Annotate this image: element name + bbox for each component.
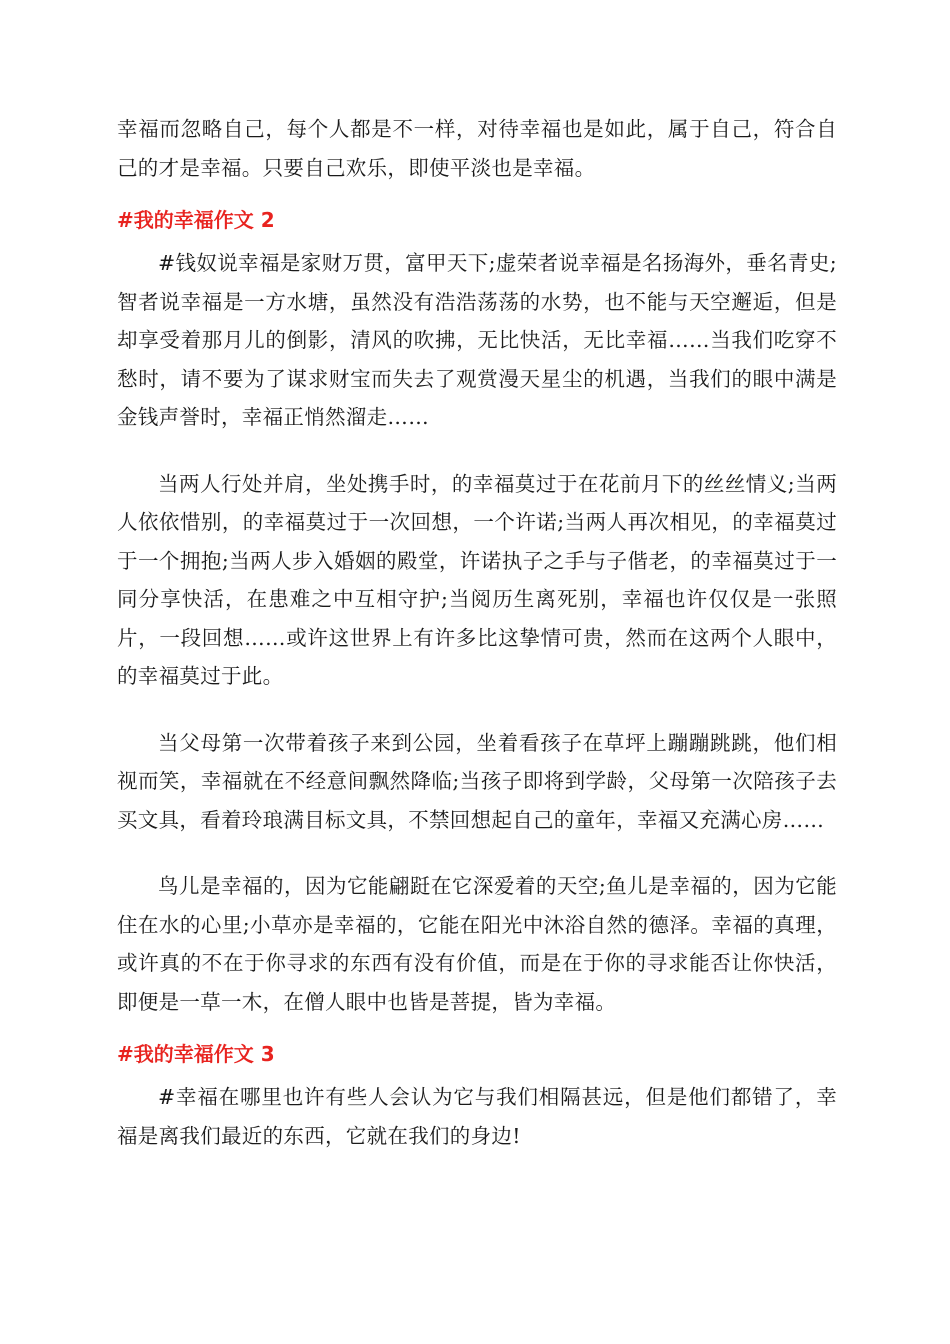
document-page bbox=[117, 110, 837, 1155]
section-2-paragraph-4: 鸟儿是幸福的，因为它能翩跹在它深爱着的天空;鱼儿是幸福的，因为它能住在水的心里;小草亦是幸福的，它能在阳光中沐浴自然的德泽。幸福的真理，或许真的不在于你寻求的东西有没有价值，而是在于你的寻求能否让你快活，即便是一草一木，在僧人眼中也皆是菩提，皆为幸福。 bbox=[117, 874, 837, 1014]
section-3-paragraph-1: #幸福在哪里也许有些人会认为它与我们相隔甚远，但是他们都错了，幸福是离我们最近的东西，它就在我们的身边! bbox=[117, 1085, 837, 1148]
spacer bbox=[117, 187, 837, 200]
intro-paragraph: 幸福而忽略自己，每个人都是不一样，对待幸福也是如此，属于自己，符合自己的才是幸福。只要自己欢乐，即使平淡也是幸福。 bbox=[117, 117, 837, 180]
section-2-paragraph-2: 当两人行处并肩，坐处携手时，的幸福莫过于在花前月下的丝丝情义;当两人依依惜别，的幸福莫过于一次回想，一个许诺;当两人再次相见，的幸福莫过于一个拥抱;当两人步入婚姻的殿堂，许诺执子之手与子偕老，的幸福莫过于一同分享快活，在患难之中互相守护;当阅历生离死别，幸福也许仅仅是一张照片，一段回想……或许这世界上有许多比这挚情可贵，然而在这两个人眼中，的幸福莫过于此。 bbox=[117, 471, 837, 688]
spacer bbox=[117, 696, 837, 724]
section-2-paragraph-1: #钱奴说幸福是家财万贯，富甲天下;虚荣者说幸福是名扬海外，垂名青史;智者说幸福是一方水塘，虽然没有浩浩荡荡的水势，也不能与天空邂逅，但是却享受着那月儿的倒影，清风的吹拂，无比快活，无比幸福……当我们吃穿不愁时，请不要为了谋求财宝而失去了观赏漫天星尘的机遇，当我们的眼中满是金钱声誉时，幸福正悄然溜走…… bbox=[117, 251, 837, 429]
section-2-heading: #我的幸福作文 2 bbox=[117, 208, 275, 232]
section-2-paragraph-3: 当父母第一次带着孩子来到公园，坐着看孩子在草坪上蹦蹦跳跳，他们相视而笑，幸福就在不经意间飘然降临;当孩子即将到学龄，父母第一次陪孩子去买文具，看着玲琅满目标文具，不禁回想起自己的童年，幸福又充满心房…… bbox=[117, 730, 837, 832]
spacer bbox=[117, 437, 837, 465]
spacer bbox=[117, 839, 837, 867]
section-3-heading: #我的幸福作文 3 bbox=[117, 1042, 275, 1066]
spacer bbox=[117, 1021, 837, 1034]
